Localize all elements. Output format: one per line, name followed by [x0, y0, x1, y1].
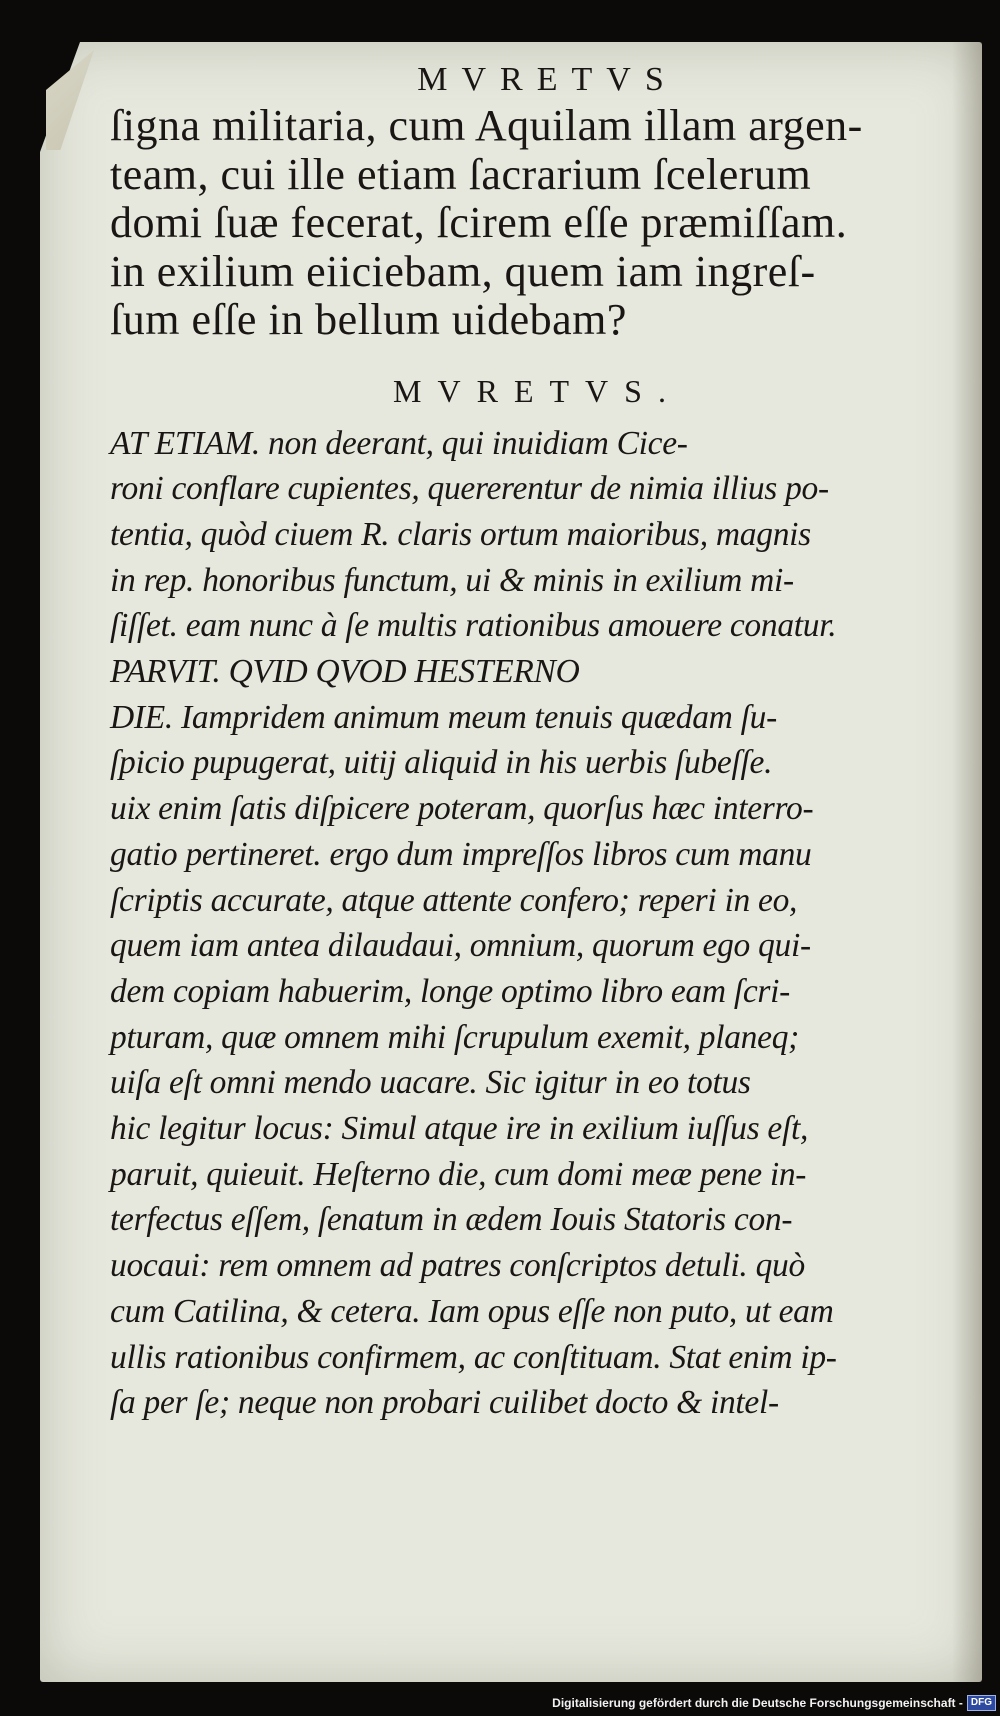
text-line: ſum eſſe in bellum uidebam? — [110, 295, 627, 344]
quotation-block — [110, 102, 955, 345]
commentary-line: uiſa eſt omni mendo uacare. Sic igitur in eo totus — [110, 1064, 751, 1102]
commentary-line: pturam, quæ omnem mihi ſcrupulum exemit, planeq; — [110, 1018, 800, 1056]
commentary-line: ſcriptis accurate, atque attente confero; reperi in eo, — [110, 881, 798, 919]
text-line: team, cui ille etiam ſacrarium ſcelerum — [110, 149, 812, 199]
commentary-line: DIE. Iampridem animum meum tenuis quædam ſu- — [110, 698, 777, 736]
commentary-block — [110, 421, 955, 1426]
commentary-line: terfectus eſſem, ſenatum in ædem Iouis Statoris con- — [110, 1201, 793, 1239]
footer-credit: Digitalisierung gefördert durch die Deutsche Forschungsgemeinschaft - — [552, 1696, 963, 1710]
text-line: domi ſuæ fecerat, ſcirem eſſe præmiſſam. — [110, 198, 848, 247]
commentary-line: ſpicio pupugerat, uitij aliquid in his uerbis ſubeſſe. — [110, 744, 773, 782]
commentary-line: uocaui: rem omnem ad patres conſcriptos detuli. quò — [110, 1247, 805, 1285]
commentary-line: in rep. honoribus functum, ui & minis in exilium mi- — [110, 561, 794, 599]
dfg-logo: DFG — [967, 1695, 996, 1711]
section-heading: MVRETVS. — [393, 372, 682, 409]
commentary-line: ullis rationibus confirmem, ac conſtituam. Stat enim ip- — [110, 1338, 837, 1376]
page-gutter-shadow — [952, 42, 982, 1682]
commentary-line: PARVIT. QVID QVOD HESTERNO — [110, 653, 580, 691]
commentary-line: AT ETIAM. non deerant, qui inuidiam Cice- — [110, 424, 688, 462]
text-line: ſigna militaria, cum Aquilam illam argen- — [110, 101, 863, 150]
commentary-line: hic legitur locus: Simul atque ire in exilium iuſſus eſt, — [110, 1110, 809, 1148]
commentary-line: paruit, quieuit. Heſterno die, cum domi meæ pene in- — [110, 1155, 807, 1193]
commentary-line: gatio pertineret. ergo dum impreſſos libros cum manu — [110, 835, 812, 873]
text-line: in exilium eiiciebam, quem iam ingreſ- — [110, 246, 816, 296]
running-head: MVRETVS — [417, 61, 678, 98]
commentary-line: ſiſſet. eam nunc à ſe multis rationibus amouere conatur. — [110, 607, 837, 645]
text-block — [110, 58, 955, 1426]
commentary-line: roni conflare cupientes, quererentur de nimia illius po- — [110, 470, 829, 508]
commentary-line: quem iam antea dilaudaui, omnium, quorum ego qui- — [110, 927, 811, 965]
digitization-footer — [552, 1692, 996, 1714]
commentary-line: uix enim ſatis diſpicere poteram, quorſus hæc interro- — [110, 790, 814, 828]
commentary-line: dem copiam habuerim, longe optimo libro eam ſcri- — [110, 972, 791, 1010]
commentary-line: ſa per ſe; neque non probari cuilibet docto & intel- — [110, 1384, 779, 1422]
commentary-line: cum Catilina, & cetera. Iam opus eſſe non puto, ut eam — [110, 1292, 834, 1330]
commentary-line: tentia, quòd ciuem R. claris ortum maioribus, magnis — [110, 515, 811, 553]
